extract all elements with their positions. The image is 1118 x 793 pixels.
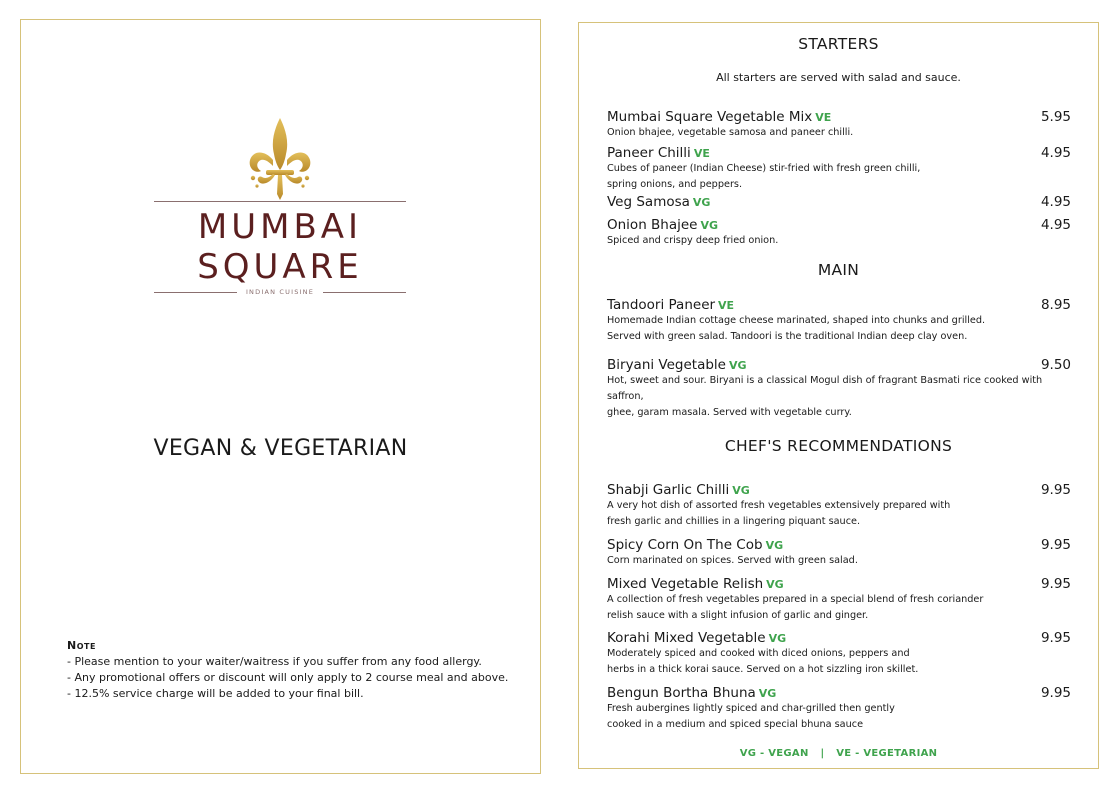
note-heading: Note	[67, 639, 96, 652]
menu-item	[607, 357, 1071, 421]
item-badge: VG	[768, 632, 787, 645]
tagline-rule-right	[323, 292, 406, 293]
item-badge: VG	[728, 359, 747, 372]
item-price: 9.95	[1040, 537, 1071, 553]
item-name: Spicy Corn On The Cob	[607, 537, 763, 553]
item-description: Cubes of paneer (Indian Cheese) stir-fried with fresh green chilli, spring onions, and peppers.	[607, 163, 921, 190]
item-badge: VG	[765, 539, 784, 552]
menu-item	[607, 109, 1071, 141]
note-line: - Any promotional offers or discount will only apply to 2 course meal and above.	[67, 671, 509, 684]
item-name: Paneer Chilli	[607, 145, 691, 161]
item-price: 9.95	[1040, 630, 1071, 646]
item-price: 9.95	[1040, 685, 1071, 701]
fleur-de-lis-icon	[247, 116, 313, 200]
item-price: 9.95	[1040, 576, 1071, 592]
chefs-recommendations-heading: CHEF'S RECOMMENDATIONS	[724, 437, 953, 455]
brand-name-line1: MUMBAI	[197, 207, 363, 247]
item-price: 4.95	[1040, 145, 1071, 161]
item-name: Bengun Bortha Bhuna	[607, 685, 756, 701]
item-description: Onion bhajee, vegetable samosa and paneer chilli.	[607, 127, 854, 138]
item-description: Hot, sweet and sour. Biryani is a classical Mogul dish of fragrant Basmati rice cooked with saffron, ghee, garam masala. Served with vegetable curry.	[607, 375, 1043, 418]
legend-vegan: VG - VEGAN	[739, 748, 809, 759]
main-heading: MAIN	[817, 261, 860, 279]
tagline: INDIAN CUISINE	[245, 288, 315, 296]
item-price: 8.95	[1040, 297, 1071, 313]
item-name: Korahi Mixed Vegetable	[607, 630, 766, 646]
item-description: Homemade Indian cottage cheese marinated, shaped into chunks and grilled. Served with green salad. Tandoori is the traditional Indian deep clay oven.	[607, 315, 986, 342]
item-description: Corn marinated on spices. Served with green salad.	[607, 555, 858, 566]
item-description: Spiced and crispy deep fried onion.	[607, 235, 779, 246]
brand-name-line2: SQUARE	[197, 247, 363, 287]
item-name: Mixed Vegetable Relish	[607, 576, 764, 592]
item-description: Moderately spiced and cooked with diced onions, peppers and herbs in a thick korai sauce. Served on a hot sizzling iron skillet.	[607, 648, 919, 675]
item-badge: VG	[766, 578, 784, 591]
note-line: - Please mention to your waiter/waitress if you suffer from any food allergy.	[67, 655, 482, 668]
menu-item	[607, 685, 1071, 733]
logo-divider-top	[154, 201, 406, 202]
menu-item	[607, 217, 1071, 249]
item-name: Shabji Garlic Chilli	[607, 482, 730, 498]
diet-legend	[579, 748, 1098, 759]
item-name: Mumbai Square Vegetable Mix	[607, 109, 813, 125]
item-badge: VE	[718, 299, 735, 312]
tagline-row	[154, 286, 406, 298]
item-badge: VE	[815, 111, 832, 124]
item-description: Fresh aubergines lightly spiced and char-grilled then gently cooked in a medium and spiced special bhuna sauce	[607, 703, 895, 730]
item-badge: VG	[692, 196, 711, 209]
menu-panel	[578, 22, 1099, 769]
legend-vegetarian: VE - VEGETARIAN	[836, 748, 938, 759]
item-badge: VG	[758, 687, 777, 700]
menu-item	[607, 576, 1071, 624]
item-badge: VG	[732, 484, 750, 497]
item-name: Onion Bhajee	[607, 217, 698, 233]
item-badge: VE	[693, 147, 710, 160]
item-description: A very hot dish of assorted fresh vegetables extensively prepared with fresh garlic and chillies in a lingering piquant sauce.	[607, 500, 951, 527]
item-price: 9.50	[1040, 357, 1071, 373]
item-name: Tandoori Paneer	[607, 297, 716, 313]
item-price: 9.95	[1040, 482, 1071, 498]
note-line: - 12.5% service charge will be added to your final bill.	[67, 687, 364, 700]
cover-panel	[20, 19, 541, 774]
item-badge: VG	[700, 219, 719, 232]
menu-item	[607, 482, 1071, 530]
item-price: 4.95	[1040, 217, 1071, 233]
menu-item	[607, 630, 1071, 678]
menu-item	[607, 537, 1071, 569]
menu-item	[607, 297, 1071, 345]
legend-separator: |	[820, 748, 825, 759]
cover-title: VEGAN & VEGETARIAN	[153, 436, 408, 461]
item-description: A collection of fresh vegetables prepared in a special blend of fresh coriander relish sauce with a slight infusion of garlic and ginger.	[607, 594, 984, 621]
item-name: Veg Samosa	[607, 194, 690, 210]
starters-note: All starters are served with salad and sauce.	[716, 71, 961, 84]
item-price: 5.95	[1040, 109, 1071, 125]
tagline-rule-left	[154, 292, 237, 293]
item-price: 4.95	[1040, 194, 1071, 210]
starters-heading: STARTERS	[798, 35, 879, 53]
menu-item	[607, 194, 1071, 211]
item-name: Biryani Vegetable	[607, 357, 726, 373]
note-block	[67, 638, 508, 702]
menu-item	[607, 145, 1071, 193]
